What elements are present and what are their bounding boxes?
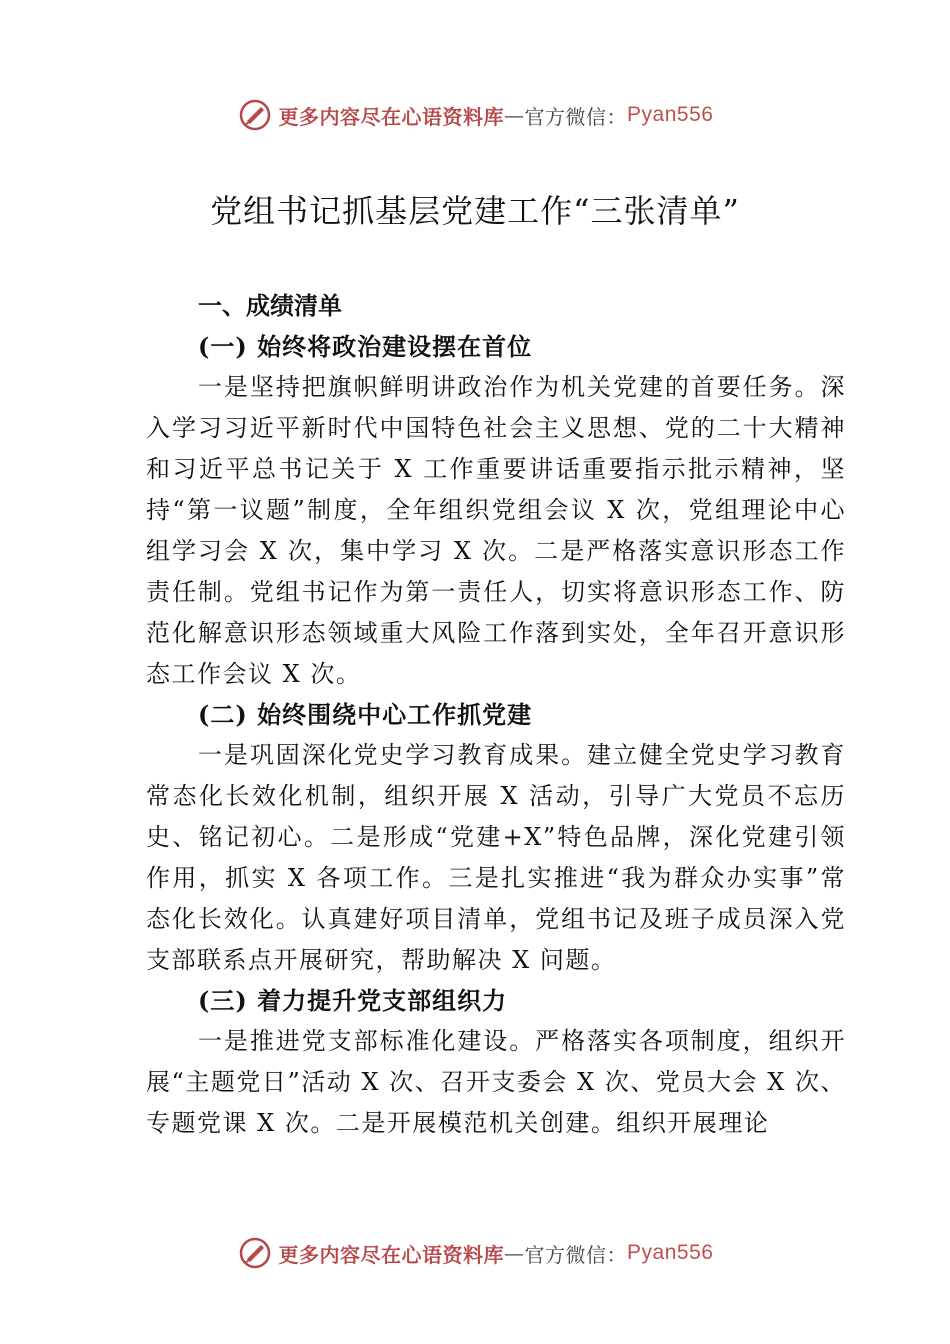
watermark-banner-bottom	[0, 1233, 950, 1273]
watermark-logo-icon	[237, 1235, 273, 1271]
document-body	[146, 285, 846, 1144]
paragraph-2: 一是巩固深化党史学习教育成果。建立健全党史学习教育常态化长效化机制，组织开展 X 活动，引导广大党员不忘历史、铭记初心。二是形成“党建+X”特色品牌，深化党建引领作用，抓实 X 各项工作。三是扎实推进“我为群众办实事”常态化长效化。认真建好项目清单，党组书记及班子成员深入党支部联系点开展研究，帮助解决 X 问题。	[146, 741, 846, 974]
watermark-dash: —	[504, 1241, 525, 1265]
paragraph-3: 一是推进党支部标准化建设。严格落实各项制度，组织开展“主题党日”活动 X 次、召开支委会 X 次、党员大会 X 次、专题党课 X 次。二是开展模范机关创建。组织开展理论	[146, 1027, 846, 1137]
watermark-dash: —	[504, 103, 525, 127]
watermark-wechat-label: 官方微信：	[524, 1242, 628, 1267]
watermark-wechat-label: 官方微信：	[524, 104, 628, 129]
section-heading-achievements: 一、成绩清单	[198, 292, 342, 320]
watermark-account: Pyan556	[627, 1241, 714, 1264]
subsection-heading-3: (三) 着力提升党支部组织力	[198, 986, 508, 1015]
subsection-heading-1: (一) 始终将政治建设摆在首位	[198, 332, 533, 361]
watermark-lead-text: 更多内容尽在心语资料库	[278, 1242, 505, 1267]
watermark-account: Pyan556	[627, 103, 714, 126]
paragraph-1: 一是坚持把旗帜鲜明讲政治作为机关党建的首要任务。深入学习习近平新时代中国特色社会主义思想、党的二十大精神和习近平总书记关于 X 工作重要讲话重要指示批示精神，坚持“第一议题”制度，全年组织党组会议 X 次，党组理论中心组学习会 X 次，集中学习 X 次。二是严格落实意识形态工作责任制。党组书记作为第一责任人，切实将意识形态工作、防范化解意识形态领域重大风险工作落到实处，全年召开意识形态工作会议 X 次。	[146, 373, 846, 688]
document-title: 党组书记抓基层党建工作“三张清单”	[210, 192, 740, 230]
watermark-banner-top	[0, 95, 950, 135]
subsection-heading-2: (二) 始终围绕中心工作抓党建	[198, 700, 533, 729]
watermark-lead-text: 更多内容尽在心语资料库	[278, 104, 505, 129]
watermark-logo-icon	[237, 97, 273, 133]
